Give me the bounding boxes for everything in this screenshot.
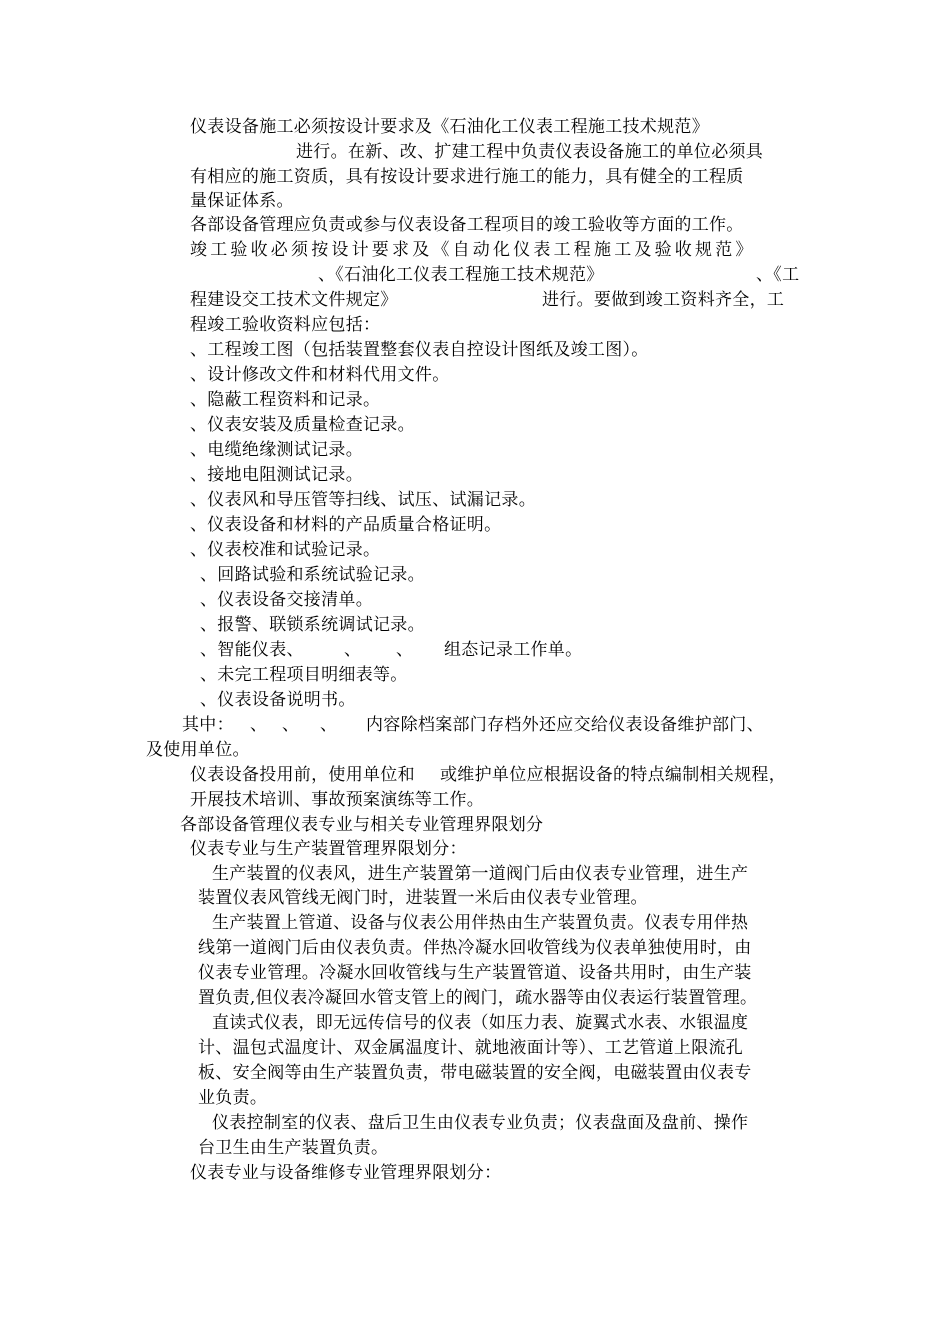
list-item-6: 、接地电阻测试记录。 xyxy=(190,465,363,485)
list-item-12: 、报警、联锁系统调试记录。 xyxy=(200,615,425,635)
list-item-4: 、仪表安装及质量检查记录。 xyxy=(190,415,415,435)
para-3-line-4: 业负责。 xyxy=(198,1088,268,1108)
text-line-10c: 、 xyxy=(282,715,300,735)
text-line-8a: 程建设交工技术文件规定》 xyxy=(190,290,398,310)
text-line-10d: 、 xyxy=(320,715,338,735)
text-line-2: 进行。在新、改、扩建工程中负责仪表设备施工的单位必须具 xyxy=(296,142,764,162)
list-item-10: 、回路试验和系统试验记录。 xyxy=(200,565,425,585)
text-line-7a: 、《石油化工仪表工程施工技术规范》 xyxy=(318,265,604,285)
subsection-heading-2: 仪表专业与设备维修专业管理界限划分： xyxy=(190,1163,502,1183)
text-line-12a: 仪表设备投用前，使用单位和 xyxy=(190,765,415,785)
para-1-line-2: 装置仪表风管线无阀门时，进装置一米后由仪表专业管理。 xyxy=(198,888,648,908)
para-2-line-4: 置负责,但仪表冷凝回水管支管上的阀门，疏水器等由仪表运行装置管理。 xyxy=(198,988,758,1008)
list-item-13b: 、 xyxy=(344,640,362,660)
list-item-1: 、工程竣工图（包括装置整套仪表自控设计图纸及竣工图）。 xyxy=(190,340,649,360)
subsection-heading-1: 仪表专业与生产装置管理界限划分： xyxy=(190,839,467,859)
para-2-line-3: 仪表专业管理。冷凝水回收管线与生产装置管道、设备共用时，由生产装 xyxy=(198,963,752,983)
text-line-10a: 其中： xyxy=(182,715,234,735)
list-item-15: 、仪表设备说明书。 xyxy=(200,690,356,710)
para-2-line-2: 线第一道阀门后由仪表负责。伴热冷凝水回收管线为仪表单独使用时，由 xyxy=(198,938,752,958)
list-item-13d: 组态记录工作单。 xyxy=(444,640,583,660)
text-line-8b: 进行。要做到竣工资料齐全，工 xyxy=(542,290,785,310)
text-line-10b: 、 xyxy=(250,715,268,735)
list-item-13a: 、智能仪表、 xyxy=(200,640,304,660)
text-line-11: 及使用单位。 xyxy=(146,740,250,760)
text-line-10e: 内容除档案部门存档外还应交给仪表设备维护部门、 xyxy=(366,715,764,735)
text-line-1: 仪表设备施工必须按设计要求及《石油化工仪表工程施工技术规范》 xyxy=(190,117,709,137)
text-line-9: 程竣工验收资料应包括： xyxy=(190,315,381,335)
para-4-line-2: 台卫生由生产装置负责。 xyxy=(198,1138,389,1158)
list-item-14: 、未完工程项目明细表等。 xyxy=(200,665,408,685)
section-heading: 各部设备管理仪表专业与相关专业管理界限划分 xyxy=(180,815,544,835)
para-2-line-1: 生产装置上管道、设备与仪表公用伴热由生产装置负责。仪表专用伴热 xyxy=(212,913,749,933)
text-line-13: 开展技术培训、事故预案演练等工作。 xyxy=(190,790,485,810)
text-line-12b: 或维护单位应根据设备的特点编制相关规程， xyxy=(440,765,786,785)
text-line-4: 量保证体系。 xyxy=(190,191,294,211)
list-item-2: 、设计修改文件和材料代用文件。 xyxy=(190,365,450,385)
para-1-line-1: 生产装置的仪表风，进生产装置第一道阀门后由仪表专业管理，进生产 xyxy=(212,864,749,884)
text-line-5: 各部设备管理应负责或参与仪表设备工程项目的竣工验收等方面的工作。 xyxy=(190,215,744,235)
para-3-line-2: 计、温包式温度计、双金属温度计、就地液面计等）、工艺管道上限流孔 xyxy=(198,1038,744,1058)
para-3-line-1: 直读式仪表，即无远传信号的仪表（如压力表、旋翼式水表、水银温度 xyxy=(212,1013,749,1033)
text-line-6: 竣工验收必须按设计要求及《自动化仪表工程施工及验收规范》 xyxy=(190,240,756,260)
para-3-line-3: 板、安全阀等由生产装置负责，带电磁装置的安全阀，电磁装置由仪表专 xyxy=(198,1063,752,1083)
list-item-7: 、仪表风和导压管等扫线、试压、试漏记录。 xyxy=(190,490,536,510)
list-item-8: 、仪表设备和材料的产品质量合格证明。 xyxy=(190,515,502,535)
list-item-11: 、仪表设备交接清单。 xyxy=(200,590,373,610)
text-line-7b: 、《工 xyxy=(756,265,800,285)
para-4-line-1: 仪表控制室的仪表、盘后卫生由仪表专业负责；仪表盘面及盘前、操作 xyxy=(212,1113,749,1133)
list-item-5: 、电缆绝缘测试记录。 xyxy=(190,440,363,460)
list-item-3: 、隐蔽工程资料和记录。 xyxy=(190,390,381,410)
list-item-13c: 、 xyxy=(396,640,414,660)
list-item-9: 、仪表校准和试验记录。 xyxy=(190,540,381,560)
text-line-3: 有相应的施工资质，具有按设计要求进行施工的能力，具有健全的工程质 xyxy=(190,167,744,187)
